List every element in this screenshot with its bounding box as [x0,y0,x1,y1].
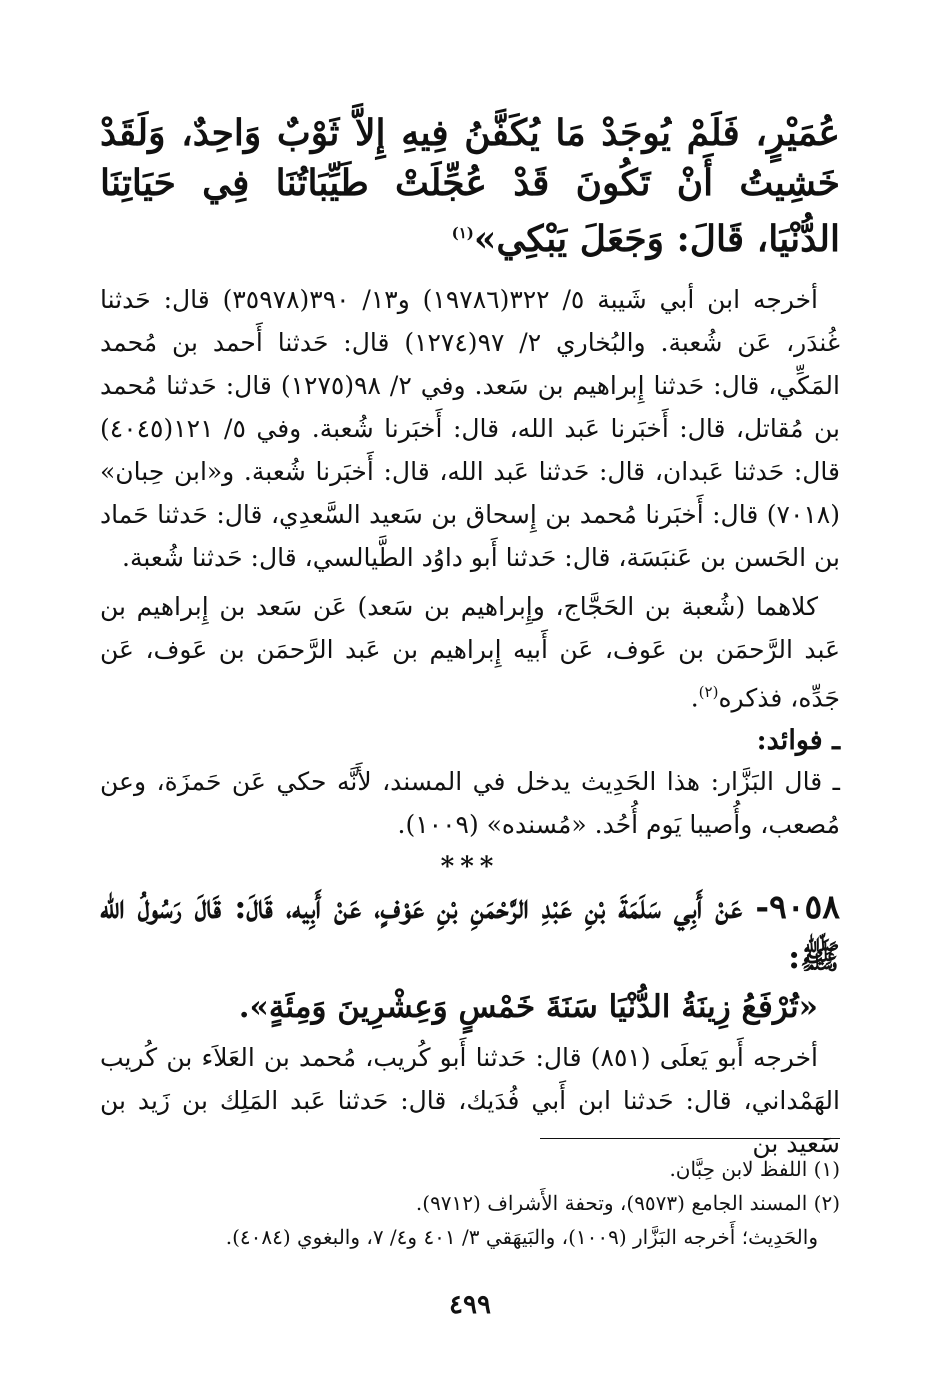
hadith-number: ٩٠٥٨- [755,887,840,927]
takhrij-2-text: كلاهما (شُعبة بن الحَجَّاج، وإِبراهيم بن سَعد) عَن سَعد بن إِبراهيم بن عَبد الرَّحمَن بن عَوف، عَن أَبيه إِبراهيم بن عَبد الرَّحمَن بن عَوف، عَن جَدِّه، فذكره [100,592,840,713]
takhrij-2-end: . [690,683,699,713]
hadith-9058-matn: «تُرْفَعُ زِينَةُ الدُّنْيَا سَنَةَ خَمْسٍ وَعِشْرِينَ وَمِئَةٍ». [238,989,818,1026]
footnote-2: (٢) المسند الجامع (٩٥٧٣)، وتحفة الأَشراف (٩٧١٢). [415,1191,840,1215]
footnote-1: (١) اللفظ لابن حِبَّان. [669,1157,840,1181]
footnote-ref-1[interactable]: (١) [451,224,474,242]
takhrij-paragraph-3: أخرجه أَبو يَعلَى (٨٥١) قال: حَدثنا أَبو كُريب، مُحمد بن العَلاَء بن كُريب الهَمْداني، قال: حَدثنا ابن أَبي فُدَيك، قال: حَدثنا عَبد المَلِك بن زَيد بن سَعيد بن [100,1043,840,1159]
footnote-2-continued: والحَدِيث؛ أَخرجه البَزَّار (١٠٠٩)، والبَيهَقي ٣/ ٤٠١ و٤/ ٧، والبغوي (٤٠٨٤). [225,1225,818,1249]
hadith-line-2: عُجِّلَتْ طَيِّبَاتُنَا فِي حَيَاتِنَا الدُّنْيَا، قَالَ: وَجَعَلَ يَبْكِي» [100,162,840,260]
benefits-heading: ـ فوائد: [756,725,840,757]
takhrij-paragraph-2 [100,585,840,719]
hadith-9058-text: عَنْ أَبِي سَلَمَةَ بْنِ عَبْدِ الرَّحْمَنِ بْنِ عَوْفٍ، عَنْ أَبِيه، قَالَ: قَالَ رَسُولُ الله ﷺ: [100,887,840,977]
footnote-divider [540,1138,840,1139]
hadith-9058-isnad [100,882,840,982]
benefit-paragraph: ـ قال البَزَّار: هذا الحَدِيث يدخل في المسند، لأَنَّه حكي عَن حَمزَة، وعن مُصعب، وأُصيبا يَوم أُحُد. «مُسنده» (١٠٠٩). [100,767,840,840]
section-separator: *** [440,852,500,883]
footnotes [100,1152,840,1254]
page-number: ٤٩٩ [449,1290,491,1320]
hadith-continuation [100,108,840,264]
footnote-ref-2[interactable]: (٢) [698,683,719,701]
hadith-line-1: عُمَيْرٍ، فَلَمْ يُوجَدْ مَا يُكَفَّنُ فِيهِ إِلاَّ ثَوْبٌ وَاحِدٌ، وَلَقَدْ خَشِيتُ أَنْ تَكُونَ قَدْ [100,112,840,204]
takhrij-paragraph-1: أخرجه ابن أبي شَيبة ٥/ ٣٢٢(١٩٧٨٦) و١٣/ ٣٩٠(٣٥٩٧٨) قال: حَدثنا غُندَر، عَن شُعبة. والبُخاري ٢/ ٩٧(١٢٧٤) قال: حَدثنا أَحمد بن مُحمد المَكِّي، قال: حَدثنا إِبراهيم بن سَعد. وفي ٢/ ٩٨(١٢٧٥) قال: حَدثنا مُحمد بن مُقاتل، قال: أَخبَرنا عَبد الله، قال: أَخبَرنا شُعبة. وفي ٥/ ١٢١(٤٠٤٥) قال: حَدثنا عَبدان، قال: حَدثنا عَبد الله، قال: أَخبَرنا شُعبة. و«ابن حِبان» (٧٠١٨) قال: أَخبَرنا مُحمد بن إِسحاق بن سَعيد السَّعدِي، قال: حَدثنا حَماد بن الحَسن بن عَنبَسَة، قال: حَدثنا أَبو داوُد الطَّيالسي، قال: حَدثنا شُعبة. [100,285,840,572]
